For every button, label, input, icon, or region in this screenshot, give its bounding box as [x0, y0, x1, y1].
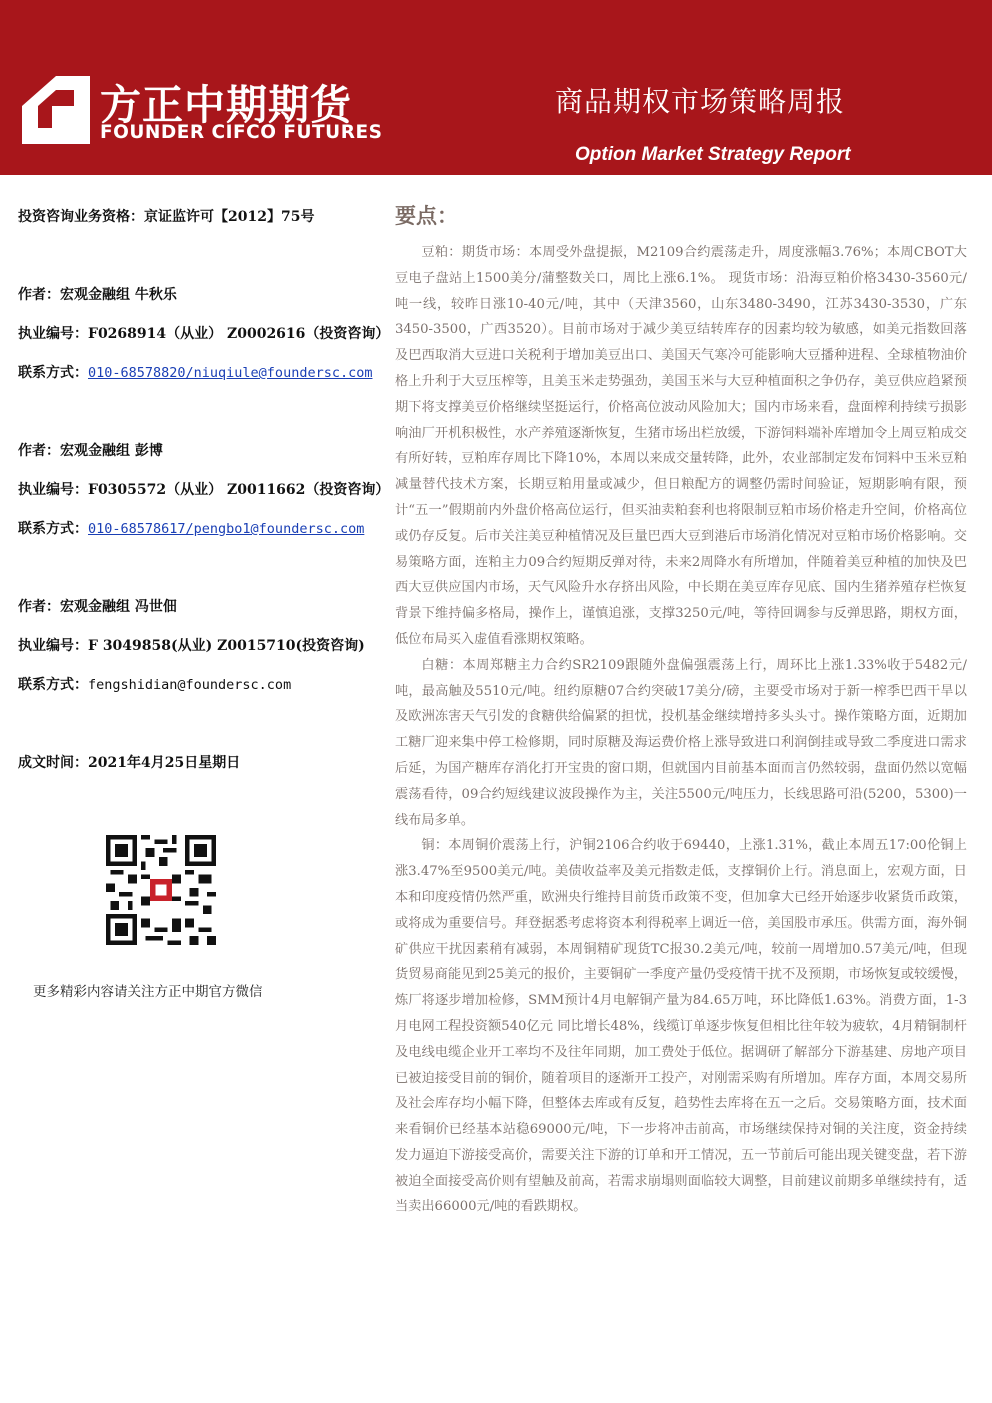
contact-label: 联系方式： [18, 521, 88, 537]
license-label: 执业编号： [18, 326, 88, 342]
contact-link-2[interactable]: 010-68578617/pengbo1@foundersc.com [88, 521, 365, 537]
contact-1 [18, 362, 372, 382]
license-3 [18, 635, 365, 655]
contact-label: 联系方式： [18, 677, 88, 693]
contact-3 [18, 674, 291, 694]
license-label: 执业编号： [18, 638, 88, 654]
key-points-section [395, 200, 967, 1220]
author-2: 作者：宏观金融组 彭博 [18, 443, 163, 459]
license-1 [18, 323, 389, 343]
paragraph-sugar: 白糖：本周郑糖主力合约SR2109跟随外盘偏强震荡上行，周环比上涨1.33%收于5482元/吨，最高触及5510元/吨。纽约原糖07合约突破17美分/磅，主要受市场对于新一榨季巴西干旱以及欧洲冻害天气引发的食糖供给偏紧的担忧，投机基金继续增持多头头寸。操作策略方面，近期加工糖厂迎来集中停工检修期，同时原糖及海运费价格上涨导致进口利润倒挂或导致二季度进口需求后延，为国产糖库存消化打开宝贵的窗口期，但就国内目前基本面而言仍然较弱，盘面仍然以宽幅震荡看待，09合约短线建议波段操作为主，关注5500元/吨压力，长线思路可沿(5200，5300)一线布局多单。 [395, 657, 967, 828]
report-date: 成文时间：2021年4月25日星期日 [18, 755, 241, 771]
section-title: 要点： [395, 204, 458, 228]
license-value: F0268914（从业） Z0002616（投资咨询） [88, 326, 390, 342]
qualification: 投资咨询业务资格：京证监许可【2012】75号 [18, 209, 315, 225]
brand-name-en: FOUNDER CIFCO FUTURES [100, 122, 383, 143]
license-value: F 3049858(从业) Z0015710(投资咨询) [88, 638, 365, 654]
report-header [0, 0, 992, 175]
contact-link-1[interactable]: 010-68578820/niuqiule@foundersc.com [88, 365, 373, 381]
contact-value-3: fengshidian@foundersc.com [88, 677, 292, 693]
author-3: 作者：宏观金融组 冯世佃 [18, 599, 177, 615]
report-title-en: Option Market Strategy Report [575, 144, 851, 165]
license-2 [18, 479, 389, 499]
license-label: 执业编号： [18, 482, 88, 498]
contact-2 [18, 518, 364, 538]
license-value: F0305572（从业） Z0011662（投资咨询） [88, 482, 390, 498]
qr-caption: 更多精彩内容请关注方正中期官方微信 [33, 984, 263, 1000]
brand-name-cn: 方正中期期货 [100, 81, 352, 129]
author-1: 作者：宏观金融组 牛秋乐 [18, 287, 177, 303]
contact-label: 联系方式： [18, 365, 88, 381]
paragraph-soymeal: 豆粕：期货市场：本周受外盘提振，M2109合约震荡走升，周度涨幅3.76%；本周CBOT大豆电子盘站上1500美分/蒲整数关口，周比上涨6.1%。 现货市场：沿海豆粕价格3430-3560元/吨一线，较昨日涨10-40元/吨，其中（天津3560，山东3480-3490，江苏3430-3530，广东3450-3500，广西3520）。目前市场对于减少美豆结转库存的因素均较为敏感，如美元指数回落及巴西取消大豆进口关税利于增加美豆出口、美国天气寒冷可能影响大豆播种进程、全球植物油价格上升利于大豆压榨等，且美玉米走势强劲，美国玉米与大豆种植面积之争仍存，美豆供应趋紧预期下将支撑美豆价格继续坚挺运行，价格高位波动风险加大；国内市场来看，盘面榨利持续亏损影响油厂开机积极性，水产养殖逐渐恢复，生猪市场出栏放缓，下游饲料端补库增加令上周豆粕成交有所好转，豆粕库存周比下降10%，本周以来成交量转降，此外，农业部制定发布饲料中玉米豆粕减量替代技术方案，长期豆粕用量或减少，但日粮配方的调整仍需时间验证，短期影响有限，预计“五一”假期前内外盘价格高位运行，但买油卖粕套利也将限制豆粕市场价格走升空间，价格高位或仍存反复。后市关注美豆种植情况及巨量巴西大豆到港后市场消化情况对豆粕市场价格影响。交易策略方面，连粕主力09合约短期反弹对待，未来2周降水有所增加，伴随着美豆种植的加快及巴西大豆供应国内市场，天气风险升水存挤出风险，中长期在美豆库存见底、国内生猪养殖存栏恢复背景下维持偏多格局，操作上，谨慎追涨，支撑3250元/吨，等待回调参与反弹思路，期权方面，低位布局买入虚值看涨期权策略。 [395, 245, 967, 647]
founder-logo-icon [22, 76, 90, 144]
paragraph-copper: 铜：本周铜价震荡上行，沪铜2106合约收于69440，上涨1.31%，截止本周五17:00伦铜上涨3.47%至9500美元/吨。美债收益率及美元指数走低，支撑铜价上行。消息面上，宏观方面，日本和印度疫情仍然严重，欧洲央行维持目前货币政策不变，但加拿大已经开始逐步收紧货币政策，或将成为重要信号。拜登据悉考虑将资本利得税率上调近一倍，美国股市承压。供需方面，海外铜矿供应干扰因素稍有减弱，本周铜精矿现货TC报30.2美元/吨，较前一周增加0.57美元/吨，但现货贸易商能见到25美元的报价，主要铜矿一季度产量仍受疫情干扰不及预期，市场恢复或较缓慢，炼厂将逐步增加检修，SMM预计4月电解铜产量为84.65万吨，环比降低1.63%。消费方面，1-3月电网工程投资额540亿元 同比增长48%，线缆订单逐步恢复但相比往年较为疲软，4月精铜制杆及电线电缆企业开工率均不及往年同期，加工费处于低位。据调研了解部分下游基建、房地产项目已被迫接受目前的铜价，随着项目的逐渐开工投产，对刚需采购有所增加。库存方面，本周交易所及社会库存均小幅下降，但整体去库或有反复，趋势性去库将在五一之后。交易策略方面，技术面来看铜价已经基本站稳69000元/吨，下一步将冲击前高，市场继续保持对铜的关注度，资金持续发力逼迫下游接受高价，需要关注下游的订单和开工情况，五一节前后可能出现关键变盘，若下游被迫全面接受高价则有望触及前高，若需求崩塌则面临较大调整，目前建议前期多单继续持有，适当卖出66000元/吨的看跌期权。 [395, 838, 967, 1215]
report-title-cn: 商品期权市场策略周报 [555, 85, 846, 118]
qr-code-icon [106, 835, 216, 945]
